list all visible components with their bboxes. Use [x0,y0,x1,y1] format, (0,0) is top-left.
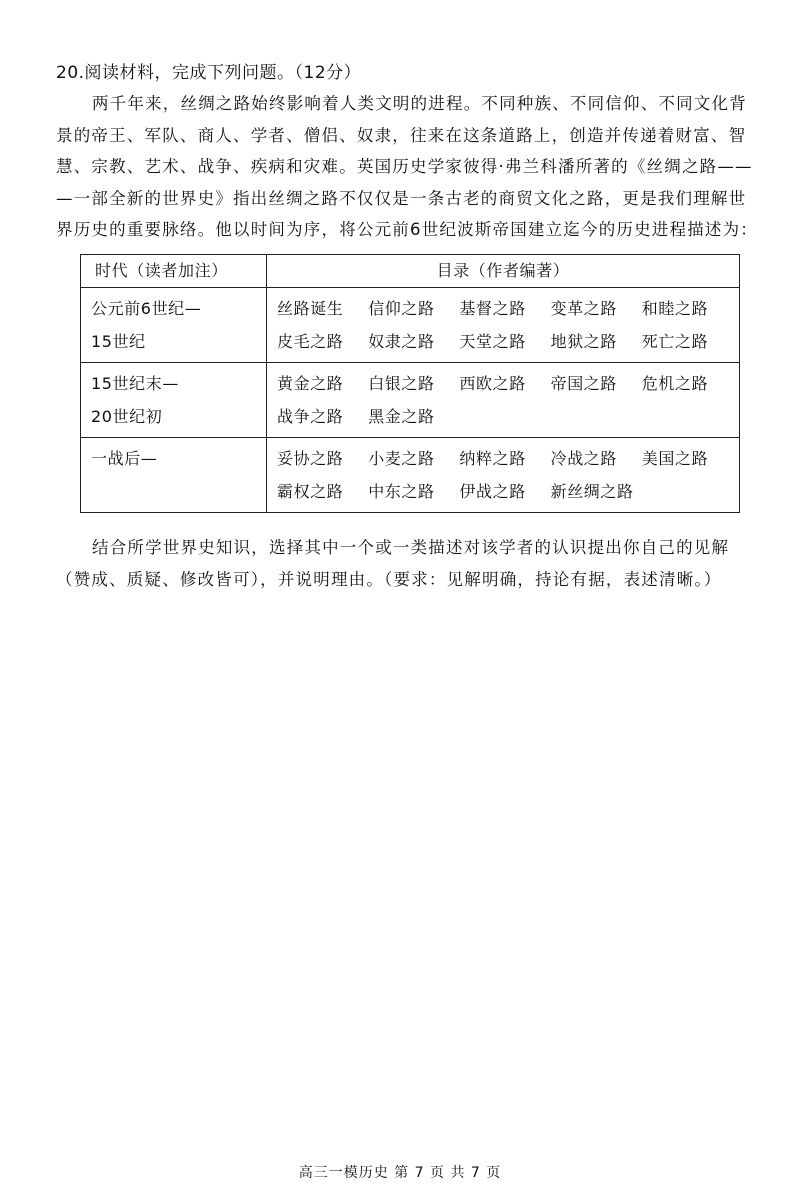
passage-line: 界历史的重要脉络。他以时间为序，将公元前6世纪波斯帝国建立迄今的历史进程描述为： [56,220,758,239]
chapter-title: 信仰之路 [368,299,435,318]
passage-line: 两千年来，丝绸之路始终影响着人类文明的进程。不同种族、不同信仰、不同文化背 [92,94,747,113]
chapter-title: 死亡之路 [641,332,709,351]
chapter-title [642,475,733,508]
chapter-title: 危机之路 [641,374,709,393]
chapter-title: 奴隶之路 [368,332,435,351]
era-cell [81,438,267,513]
chapter-title: 基督之路 [459,299,526,318]
chapter-title: 中东之路 [368,482,435,501]
table-row [81,438,740,513]
prompt-line: 结合所学世界史知识，选择其中一个或一类描述对该学者的认识提出你自己的见解 [92,538,730,557]
chapter-title: 新丝绸之路 [550,482,634,501]
chapter-title: 和睦之路 [641,299,709,318]
chapters-cell [267,438,740,513]
chapter-title: 美国之路 [641,449,709,468]
table-row [81,363,740,438]
chapter-title: 西欧之路 [459,374,526,393]
page-footer: 高三一模历史 第 7 页 共 7 页 [298,1165,502,1181]
era-text: 15世纪末— [91,374,179,393]
reading-passage [56,88,756,246]
chapter-title: 伊战之路 [459,482,526,501]
chapter-title: 地狱之路 [550,332,617,351]
passage-line: 慧、宗教、艺术、战争、疾病和灾难。英国历史学家彼得·弗兰科潘所著的《丝绸之路—— [56,157,753,176]
prompt-line: （赞成、质疑、修改皆可），并说明理由。（要求：见解明确，持论有据，表述清晰。） [56,569,722,589]
catalog-column-header: 目录（作者编著） [267,255,740,288]
table-row [81,288,740,363]
passage-line: —一部全新的世界史》指出丝绸之路不仅仅是一条古老的商贸文化之路，更是我们理解世 [56,188,747,208]
era-text: 一战后— [91,449,158,468]
chapters-cell [267,288,740,363]
chapter-title: 黄金之路 [277,374,344,393]
passage-line: 景的帝王、军队、商人、学者、僧侣、奴隶，往来在这条道路上，创造并传递着财富、智 [56,125,747,145]
chapter-title: 帝国之路 [550,374,617,393]
era-text: 15世纪 [91,332,146,351]
question-title: 20.阅读材料，完成下列问题。（12分） [56,63,362,83]
chapter-title: 丝路诞生 [277,299,344,318]
chapter-title: 黑金之路 [368,407,435,426]
chapter-title: 白银之路 [368,374,435,393]
chapters-cell [267,363,740,438]
table-header-row [81,255,740,288]
era-catalog-table [80,254,740,513]
chapter-title [551,400,642,433]
era-text: 公元前6世纪— [91,299,202,318]
era-column-header: 时代（读者加注） [81,255,267,288]
chapter-title: 天堂之路 [459,332,526,351]
era-cell [81,288,267,363]
chapter-title: 霸权之路 [277,482,344,501]
chapter-title: 冷战之路 [550,449,617,468]
chapter-title: 变革之路 [550,299,617,318]
chapter-title: 皮毛之路 [277,332,344,351]
chapter-title [459,400,550,433]
chapter-title: 战争之路 [277,407,344,426]
chapter-title: 妥协之路 [277,449,344,468]
question-prompt [56,532,756,595]
chapter-title [642,400,733,433]
era-cell [81,363,267,438]
chapter-title: 纳粹之路 [459,449,526,468]
era-text: 20世纪初 [91,407,163,426]
chapter-title: 小麦之路 [368,449,435,468]
